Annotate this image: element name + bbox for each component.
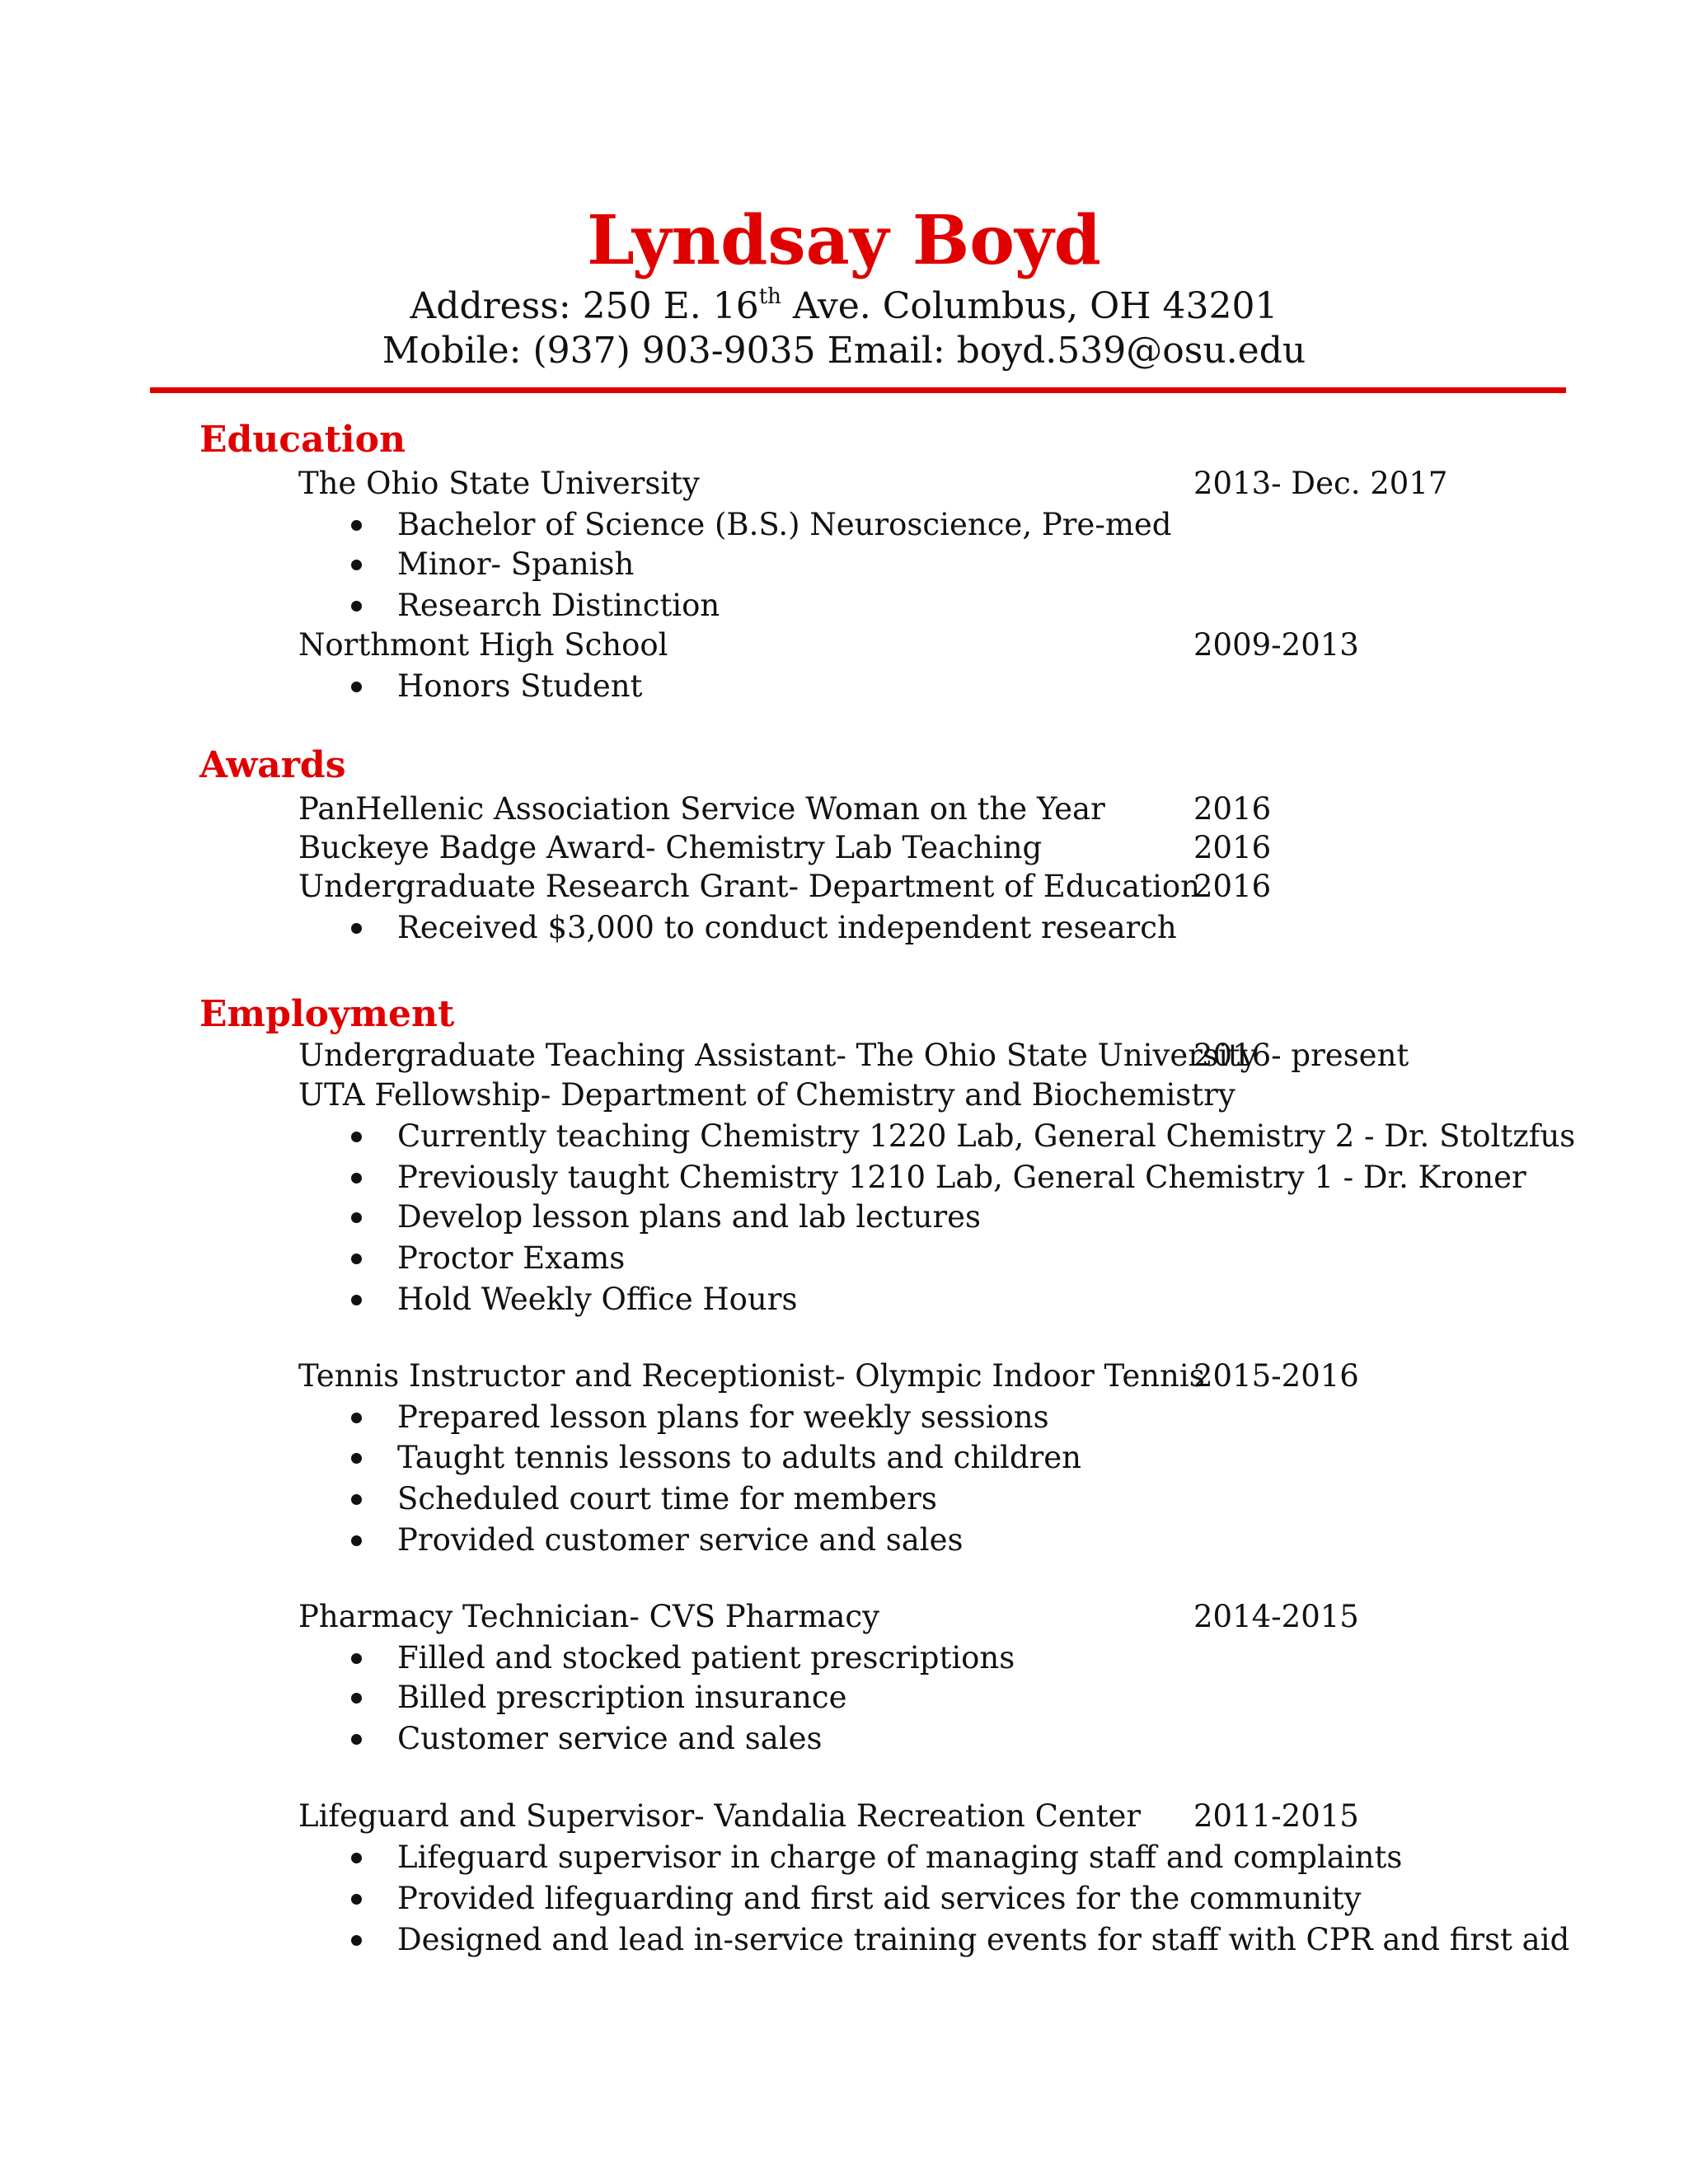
address-prefix: Address: 250 E. 16: [410, 285, 759, 327]
bullet-icon: [351, 923, 362, 934]
address-suffix: Ave. Columbus, OH 43201: [781, 285, 1278, 327]
bullet-icon: [351, 1494, 362, 1505]
bullet-icon: [351, 1453, 362, 1464]
address-superscript: th: [758, 284, 781, 309]
list-item-text: Minor- Spanish: [397, 546, 635, 582]
award-date: 2016: [1193, 869, 1272, 904]
bullet-icon: [351, 1132, 362, 1142]
job-date: 2015-2016: [1193, 1358, 1359, 1394]
bullet-icon: [351, 1535, 362, 1546]
bullet-icon: [351, 1254, 362, 1264]
bullet-icon: [351, 1853, 362, 1863]
list-item-text: Provided customer service and sales: [397, 1522, 964, 1558]
job-date: 2016- present: [1193, 1038, 1409, 1073]
bullet-icon: [351, 1212, 362, 1223]
list-item-text: Bachelor of Science (B.S.) Neuroscience, Pre-med: [397, 507, 1172, 542]
list-item-text: Proctor Exams: [397, 1240, 626, 1276]
bullet-icon: [351, 560, 362, 570]
job-subtitle: UTA Fellowship- Department of Chemistry and Biochemistry: [298, 1077, 1236, 1113]
resume-name: Lyndsay Boyd: [587, 201, 1101, 280]
mobile-email-line: Mobile: (937) 903-9035 Email: boyd.539@osu.edu: [382, 330, 1306, 372]
bullet-icon: [351, 682, 362, 692]
list-item-text: Scheduled court time for members: [397, 1481, 937, 1516]
bullet-icon: [351, 1894, 362, 1905]
bullet-icon: [351, 1173, 362, 1183]
list-item-text: Filled and stocked patient prescriptions: [397, 1640, 1015, 1675]
section-title-employment: Employment: [199, 993, 455, 1035]
job-title: Tennis Instructor and Receptionist- Olympic Indoor Tennis: [298, 1358, 1205, 1394]
job-title: Undergraduate Teaching Assistant- The Ohio State University: [298, 1038, 1258, 1073]
award-name: PanHellenic Association Service Woman on the Year: [298, 791, 1105, 827]
education-entry-name: Northmont High School: [298, 627, 668, 663]
bullet-icon: [351, 520, 362, 531]
bullet-icon: [351, 601, 362, 612]
list-item-text: Research Distinction: [397, 588, 720, 623]
education-entry-date: 2013- Dec. 2017: [1193, 466, 1448, 501]
bullet-icon: [351, 1295, 362, 1305]
list-item-text: Lifeguard supervisor in charge of managing staff and complaints: [397, 1840, 1403, 1875]
list-item-text: Taught tennis lessons to adults and children: [397, 1440, 1081, 1475]
list-item-text: Designed and lead in-service training events for staff with CPR and first aid: [397, 1922, 1570, 1957]
award-date: 2016: [1193, 791, 1272, 827]
list-item-text: Provided lifeguarding and first aid services for the community: [397, 1881, 1362, 1916]
job-date: 2014-2015: [1193, 1599, 1359, 1634]
section-title-education: Education: [199, 419, 406, 461]
address-line: [0, 284, 1688, 330]
bullet-icon: [351, 1413, 362, 1423]
job-title: Lifeguard and Supervisor- Vandalia Recreation Center: [298, 1798, 1142, 1834]
bullet-icon: [351, 1935, 362, 1946]
job-date: 2011-2015: [1193, 1798, 1359, 1834]
job-title: Pharmacy Technician- CVS Pharmacy: [298, 1599, 880, 1634]
education-entry-date: 2009-2013: [1193, 627, 1359, 663]
education-entry-name: The Ohio State University: [298, 466, 700, 501]
list-item-text: Billed prescription insurance: [397, 1680, 847, 1715]
section-title-awards: Awards: [199, 744, 346, 786]
list-item-text: Develop lesson plans and lab lectures: [397, 1199, 982, 1235]
award-date: 2016: [1193, 830, 1272, 865]
bullet-icon: [351, 1734, 362, 1745]
list-item-text: Prepared lesson plans for weekly sessions: [397, 1399, 1049, 1435]
list-item-text: Previously taught Chemistry 1210 Lab, General Chemistry 1 - Dr. Kroner: [397, 1160, 1526, 1195]
bullet-icon: [351, 1653, 362, 1664]
header-divider: [150, 387, 1566, 393]
list-item-text: Customer service and sales: [397, 1721, 823, 1756]
list-item-text: Currently teaching Chemistry 1220 Lab, General Chemistry 2 - Dr. Stoltzfus: [397, 1118, 1576, 1154]
list-item-text: Received $3,000 to conduct independent research: [397, 910, 1177, 945]
award-name: Buckeye Badge Award- Chemistry Lab Teaching: [298, 830, 1043, 865]
award-name: Undergraduate Research Grant- Department of Education: [298, 869, 1200, 904]
list-item-text: Hold Weekly Office Hours: [397, 1282, 798, 1317]
bullet-icon: [351, 1693, 362, 1704]
list-item-text: Honors Student: [397, 668, 643, 704]
